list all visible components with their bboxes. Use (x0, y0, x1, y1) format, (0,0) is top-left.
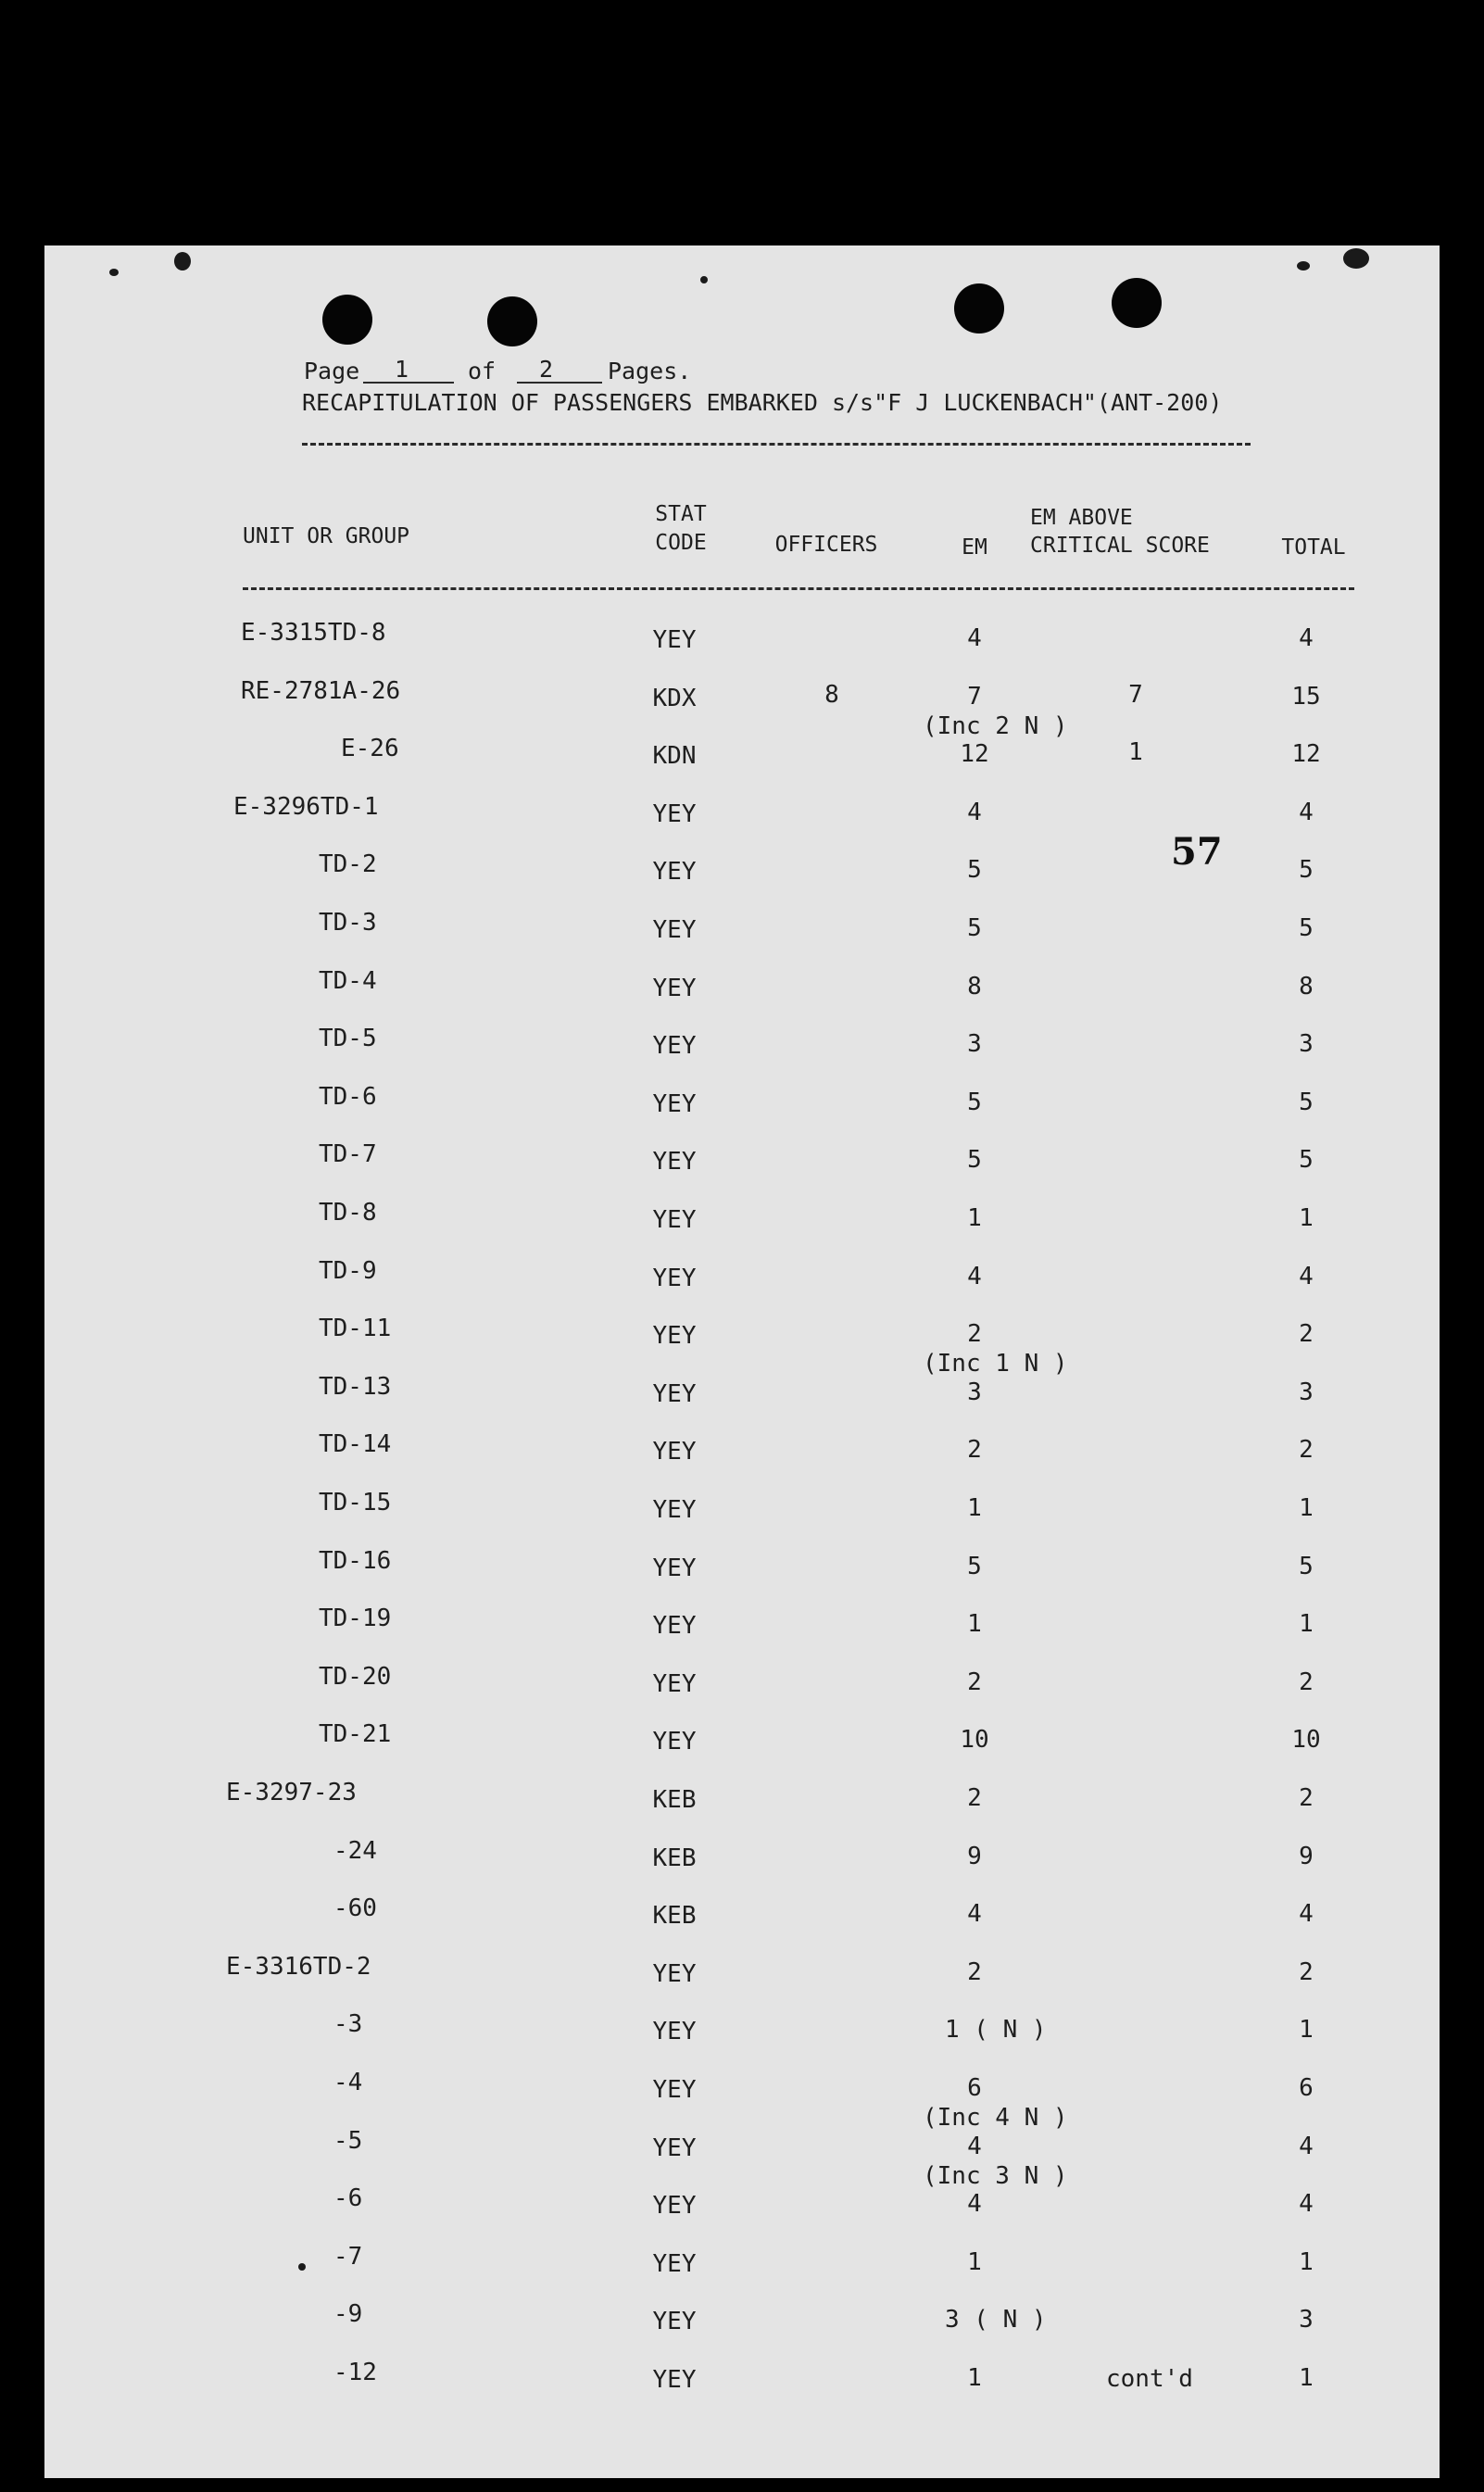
total-cell: 4 (1299, 1900, 1314, 1929)
stat-code-cell: YEY (652, 1032, 697, 1061)
stamp-number: 57 (1171, 830, 1223, 874)
stat-code-cell: KEB (652, 1786, 697, 1814)
stat-code-cell: YEY (652, 2366, 697, 2394)
punch-hole (1112, 278, 1162, 328)
total-cell: 2 (1299, 1668, 1314, 1696)
em-cell: 4 (967, 624, 982, 652)
total-cell: 6 (1299, 2074, 1314, 2102)
unit-cell: TD-19 (319, 1605, 392, 1633)
total-pages: 2 (539, 356, 554, 383)
unit-cell: -60 (333, 1894, 377, 1923)
em-cell: 2 (967, 1436, 982, 1465)
unit-cell: E-3297-23 (226, 1779, 357, 1806)
total-cell: 8 (1299, 972, 1314, 1001)
em-cell: 2 (967, 1668, 982, 1696)
unit-cell: TD-13 (319, 1372, 392, 1401)
total-cell: 2 (1299, 1957, 1314, 1986)
unit-cell: TD-20 (319, 1662, 392, 1691)
column-header-rule (243, 587, 1354, 590)
stat-code-cell: YEY (652, 2133, 697, 2162)
unit-cell: RE-2781A-26 (241, 676, 401, 705)
total-cell: 5 (1299, 1088, 1314, 1116)
stat-code-cell: YEY (652, 858, 697, 887)
em-cell: 2 (967, 1784, 982, 1812)
column-header-officers: OFFICERS (774, 533, 878, 557)
em-cell: 5 (967, 1146, 982, 1175)
em-cell: 9 (967, 1842, 982, 1870)
total-cell: 1 (1299, 2247, 1314, 2276)
column-header-total: TOTAL (1281, 535, 1346, 560)
em-cell: 4 (967, 1900, 982, 1929)
stat-code-cell: YEY (652, 626, 697, 654)
unit-cell: TD-3 (319, 909, 377, 937)
em-cell: 8 (967, 972, 982, 1001)
total-cell: 3 (1299, 2306, 1314, 2335)
scan-speck (1343, 248, 1369, 269)
column-header-em: EM (962, 535, 987, 560)
total-pages-underline (517, 382, 602, 384)
document-page (44, 245, 1440, 2478)
inclusion-note: (Inc 2 N ) (923, 711, 1068, 740)
total-cell: 2 (1299, 1320, 1314, 1349)
stat-code-cell: YEY (652, 2018, 697, 2046)
total-cell: 4 (1299, 798, 1314, 826)
stat-code-cell: KEB (652, 1844, 697, 1872)
unit-cell: -9 (333, 2300, 363, 2329)
total-cell: 2 (1299, 1436, 1314, 1465)
em-cell: 5 (967, 856, 982, 885)
em-cell: 1 (967, 1494, 982, 1522)
total-cell: 5 (1299, 1552, 1314, 1580)
scan-speck (109, 269, 119, 276)
stat-code-cell: KEB (652, 1902, 697, 1931)
em-cell: 5 (967, 1552, 982, 1580)
total-cell: 4 (1299, 624, 1314, 652)
inclusion-note: (Inc 3 N ) (923, 2161, 1068, 2190)
stat-code-cell: YEY (652, 1379, 697, 1408)
em-cell: 1 (967, 2247, 982, 2276)
unit-cell: -6 (333, 2184, 363, 2213)
stat-code-cell: YEY (652, 2308, 697, 2336)
stat-code-cell: YEY (652, 1322, 697, 1351)
stat-code-cell: YEY (652, 1612, 697, 1641)
page-number-underline (363, 382, 454, 384)
of-label: of (468, 358, 497, 384)
unit-cell: TD-11 (319, 1315, 392, 1343)
column-header-unit: UNIT OR GROUP (243, 524, 410, 548)
stat-code-cell: YEY (652, 916, 697, 944)
unit-cell: E-3296TD-1 (233, 792, 379, 821)
unit-cell: E-26 (341, 735, 399, 763)
unit-cell: TD-14 (319, 1430, 392, 1459)
column-header-stat-code-bottom: CODE (655, 531, 707, 555)
em-cell: 5 (967, 1088, 982, 1116)
stat-code-cell: YEY (652, 2076, 697, 2104)
em-cell: 4 (967, 2132, 982, 2160)
scan-speck (174, 252, 191, 271)
em-above-cell: 1 (1128, 738, 1143, 767)
em-cell: 3 (967, 1030, 982, 1059)
unit-cell: -5 (333, 2126, 363, 2155)
unit-cell: TD-7 (319, 1140, 377, 1169)
stat-code-cell: YEY (652, 1959, 697, 1988)
total-cell: 3 (1299, 1378, 1314, 1406)
total-cell: 3 (1299, 1030, 1314, 1059)
inclusion-note: (Inc 4 N ) (923, 2104, 1068, 2132)
scan-speck (298, 2263, 306, 2271)
unit-cell: E-3316TD-2 (226, 1952, 371, 1981)
total-cell: 1 (1299, 1494, 1314, 1522)
stat-code-cell: YEY (652, 974, 697, 1002)
em-cell: 4 (967, 1262, 982, 1290)
stat-code-cell: YEY (652, 1264, 697, 1292)
unit-cell: TD-4 (319, 966, 377, 995)
stat-code-cell: KDX (652, 684, 697, 712)
unit-cell: TD-16 (319, 1546, 392, 1575)
em-cell: 1 (967, 1204, 982, 1232)
stat-code-cell: YEY (652, 2192, 697, 2221)
punch-hole (487, 296, 537, 346)
em-above-cell: 7 (1128, 680, 1143, 709)
punch-hole (322, 295, 372, 345)
em-cell: 12 (960, 740, 989, 769)
stat-code-cell: KDN (652, 742, 697, 771)
em-cell: 1 (967, 2364, 982, 2392)
stat-code-cell: YEY (652, 799, 697, 828)
document-title: RECAPITULATION OF PASSENGERS EMBARKED s/s"F J LUCKENBACH"(ANT-200) (302, 389, 1223, 416)
stat-code-cell: YEY (652, 2249, 697, 2278)
column-header-em-above-top: EM ABOVE (1030, 506, 1133, 530)
total-cell: 12 (1291, 740, 1321, 769)
title-rule (302, 443, 1251, 446)
stat-code-cell: YEY (652, 1669, 697, 1698)
em-cell: 1 ( N ) (945, 2016, 1047, 2045)
column-header-em-above-bottom: CRITICAL SCORE (1030, 534, 1210, 558)
stat-code-cell: YEY (652, 1496, 697, 1524)
continued-label: cont'd (1106, 2365, 1193, 2393)
total-cell: 4 (1299, 2132, 1314, 2160)
scan-speck (700, 276, 708, 283)
em-cell: 3 (967, 1378, 982, 1406)
unit-cell: E-3315TD-8 (241, 619, 386, 647)
scan-speck (1297, 261, 1310, 271)
total-cell: 5 (1299, 1146, 1314, 1175)
stat-code-cell: YEY (652, 1089, 697, 1118)
em-cell: 6 (967, 2074, 982, 2102)
unit-cell: -3 (333, 2010, 363, 2039)
page-number: 1 (395, 356, 409, 383)
unit-cell: TD-15 (319, 1489, 392, 1517)
total-cell: 2 (1299, 1784, 1314, 1812)
page-label: Page (304, 358, 360, 384)
total-cell: 4 (1299, 1262, 1314, 1290)
unit-cell: TD-5 (319, 1025, 377, 1053)
stat-code-cell: YEY (652, 1148, 697, 1177)
em-cell: 4 (967, 798, 982, 826)
em-cell: 4 (967, 2190, 982, 2219)
unit-cell: -24 (333, 1836, 377, 1865)
unit-cell: TD-9 (319, 1256, 377, 1285)
total-cell: 4 (1299, 2190, 1314, 2219)
pages-label: Pages. (608, 358, 692, 384)
total-cell: 1 (1299, 1610, 1314, 1639)
em-cell: 1 (967, 1610, 982, 1639)
inclusion-note: (Inc 1 N ) (923, 1350, 1068, 1378)
total-cell: 1 (1299, 2364, 1314, 2392)
unit-cell: -7 (333, 2242, 363, 2271)
total-cell: 1 (1299, 2016, 1314, 2045)
column-header-stat-code-top: STAT (655, 502, 707, 526)
stat-code-cell: YEY (652, 1206, 697, 1234)
em-cell: 3 ( N ) (945, 2306, 1047, 2335)
unit-cell: TD-21 (319, 1720, 392, 1749)
officers-cell: 8 (824, 680, 839, 709)
stat-code-cell: YEY (652, 1728, 697, 1756)
unit-cell: TD-6 (319, 1082, 377, 1111)
unit-cell: TD-2 (319, 850, 377, 879)
unit-cell: -12 (333, 2359, 377, 2386)
em-cell: 10 (960, 1726, 989, 1755)
em-cell: 2 (967, 1320, 982, 1349)
total-cell: 5 (1299, 856, 1314, 885)
em-cell: 2 (967, 1957, 982, 1986)
em-cell: 5 (967, 914, 982, 942)
stat-code-cell: YEY (652, 1554, 697, 1582)
total-cell: 5 (1299, 914, 1314, 942)
total-cell: 1 (1299, 1204, 1314, 1232)
stat-code-cell: YEY (652, 1438, 697, 1466)
total-cell: 15 (1291, 682, 1321, 711)
unit-cell: -4 (333, 2069, 363, 2096)
punch-hole (954, 283, 1004, 334)
total-cell: 10 (1291, 1726, 1321, 1755)
total-cell: 9 (1299, 1842, 1314, 1870)
em-cell: 7 (967, 682, 982, 711)
unit-cell: TD-8 (319, 1199, 377, 1227)
